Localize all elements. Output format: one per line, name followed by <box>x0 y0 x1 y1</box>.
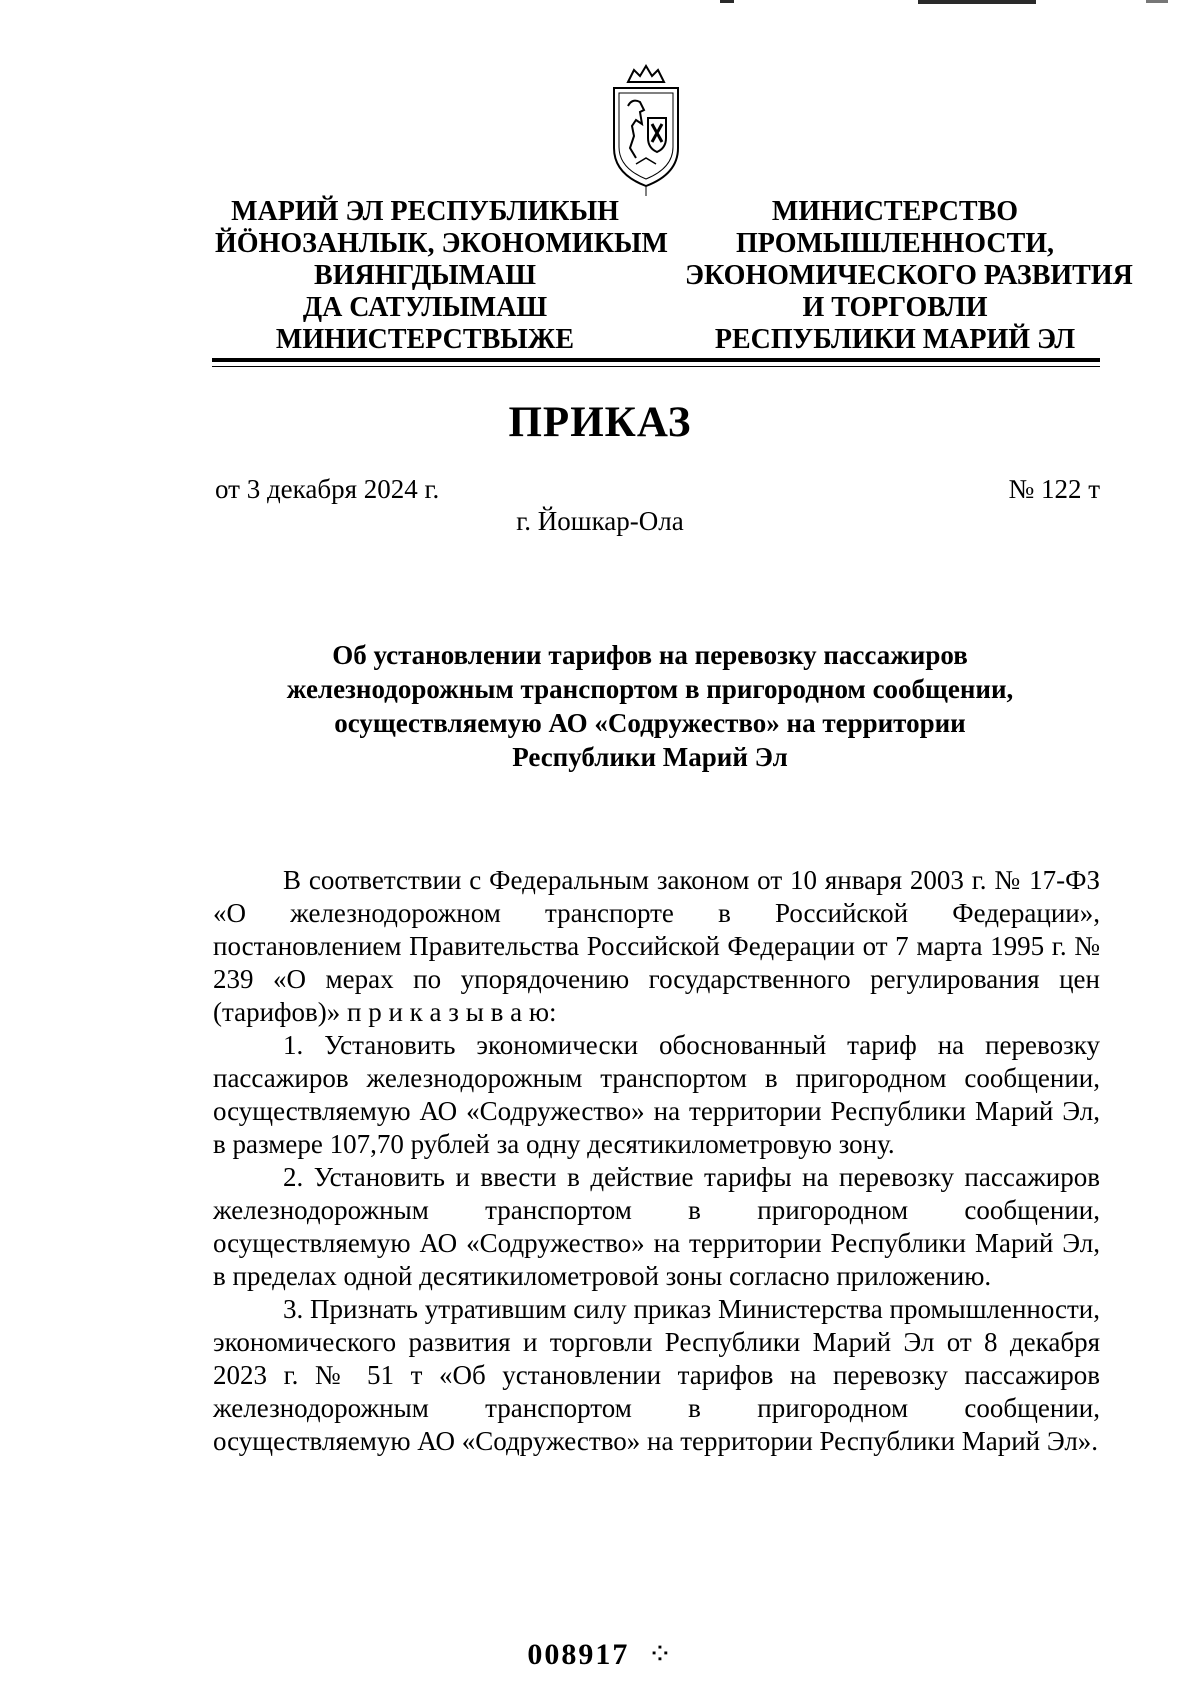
body-item: 1. Установить экономически обоснованный тариф на перевозку пассажиров железнодорожным транспортом в пригородном сообщении, осуществляемую АО «Содружество» на территории Республики Марий Эл, в размере 107,70 рублей за одну десятикилометровую зону. <box>213 1030 1100 1159</box>
ministry-name-line: МАРИЙ ЭЛ РЕСПУБЛИКЫН <box>231 196 619 227</box>
document-body <box>213 864 1100 1458</box>
serial-number <box>0 1637 1200 1672</box>
body-item: 2. Установить и ввести в действие тарифы на перевозку пассажиров железнодорожным транспортом в пригородном сообщении, осуществляемую АО «Содружество» на территории Республики Марий Эл, в пределах одной десятикилометровой зоны согласно приложению. <box>213 1162 1100 1291</box>
header-divider <box>212 366 1100 367</box>
ministry-name-line: ДА САТУЛЫМАШ <box>302 292 548 323</box>
document-type: ПРИКАЗ <box>508 399 692 446</box>
ministry-name-line: ЙӦНОЗАНЛЫК, ЭКОНОМИКЫМ <box>215 228 668 259</box>
document-subject <box>230 638 1070 774</box>
ministry-name-line: ПРОМЫШЛЕННОСТИ, <box>735 228 1055 259</box>
serial-mark-icon: ⁘ <box>647 1638 673 1671</box>
ministry-name-line: МИНИСТЕРСТВО <box>771 196 1019 227</box>
serial-number-value: 008917 <box>527 1638 630 1671</box>
ministry-name-line: И ТОРГОВЛИ <box>802 292 988 323</box>
subject-line: осуществляемую АО «Содружество» на территории <box>334 708 966 738</box>
ministry-name-line: ВИЯНГДЫМАШ <box>314 260 536 291</box>
ministry-name-line: ЭКОНОМИЧЕСКОГО РАЗВИТИЯ <box>685 260 1133 291</box>
scan-artifact <box>1146 0 1168 3</box>
scan-artifact <box>918 0 1036 4</box>
subject-line: Республики Марий Эл <box>512 742 788 772</box>
ministry-name-line: МИНИСТЕРСТВЫЖЕ <box>275 324 575 355</box>
ministry-name-line: РЕСПУБЛИКИ МАРИЙ ЭЛ <box>714 324 1076 355</box>
body-preamble: В соответствии с Федеральным законом от 10 января 2003 г. № 17-ФЗ «О железнодорожном транспорте в Российской Федерации», постановлением Правительства Российской Федерации от 7 марта 1995 г. № 239 «О мерах по упорядочению государственного регулирования цен (тарифов)» п р и к а з ы в а ю: <box>213 865 1100 1027</box>
body-item: 3. Признать утратившим силу приказ Министерства промышленности, экономического развития и торговли Республики Марий Эл от 8 декабря 2023 г. № 51 т «Об установлении тарифов на перевозку пассажиров железнодорожным транспортом в пригородном сообщении, осуществляемую АО «Содружество» на территории Республики Марий Эл». <box>213 1294 1100 1456</box>
document-date: от 3 декабря 2024 г. <box>215 474 440 504</box>
scan-artifact <box>720 0 734 3</box>
document-city: г. Йошкар-Ола <box>516 506 684 536</box>
subject-line: железнодорожным транспортом в пригородном сообщении, <box>286 674 1014 704</box>
ministry-name-mari <box>215 196 668 356</box>
ministry-name-russian <box>685 196 1133 356</box>
subject-line: Об установлении тарифов на перевозку пассажиров <box>332 640 968 670</box>
mari-el-coat-of-arms-icon <box>610 62 682 196</box>
document-number: № 122 т <box>1008 474 1100 504</box>
header-divider <box>212 358 1100 362</box>
